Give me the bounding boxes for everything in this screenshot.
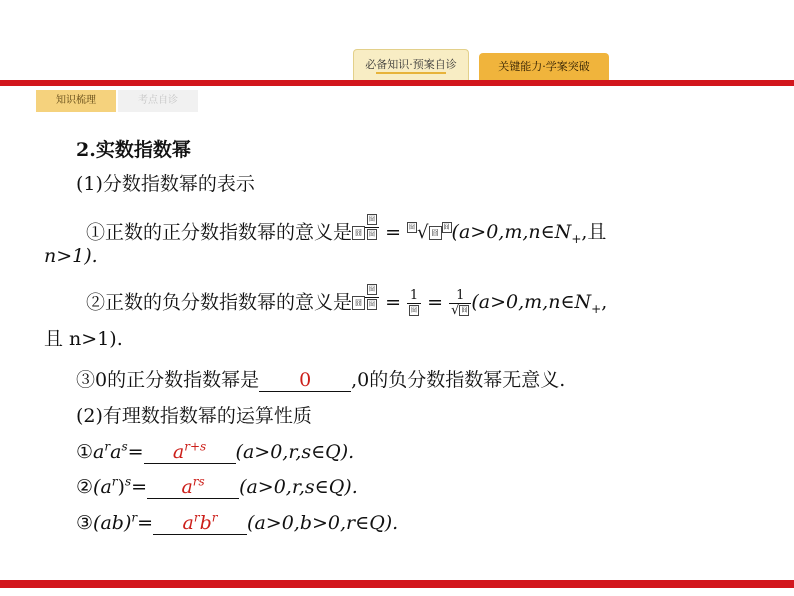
item-text: 正数的负分数指数幂的意义是 — [105, 291, 353, 314]
rule-power-of-product — [76, 510, 398, 536]
item-negative-fractional-exponent — [86, 283, 607, 318]
condition: (a>0,r,s∈Q). — [239, 476, 358, 498]
equals-sign: = — [427, 291, 444, 314]
subtab-knowledge-review[interactable] — [36, 90, 116, 112]
missing-glyph: 囧 — [369, 301, 376, 308]
exponent: s — [124, 474, 132, 489]
equals-sign: = — [131, 476, 148, 498]
continuation-text: 且 n>1). — [44, 328, 123, 350]
numerator: 1 — [409, 287, 419, 303]
missing-glyph: 囧 — [352, 226, 365, 240]
base: (ab) — [93, 512, 132, 534]
radical-icon: √ — [451, 302, 460, 318]
rule-power-of-power — [76, 474, 358, 500]
item-zero-exponent — [76, 367, 565, 393]
item-marker: ③ — [76, 369, 96, 391]
exponent: r — [131, 510, 138, 525]
formula-negative-power — [352, 286, 379, 313]
tab-preview-self-check[interactable] — [353, 49, 469, 81]
item-marker: ① — [86, 221, 106, 244]
condition: (a>0,r,s∈Q). — [235, 441, 355, 463]
base: a — [93, 441, 105, 463]
answer-base: a — [172, 441, 185, 463]
heading-title: .实数指数幂 — [89, 139, 191, 161]
missing-glyph: 囧 — [429, 226, 442, 240]
condition: (a>0,b>0,r∈Q). — [247, 512, 399, 534]
equals-sign: = — [385, 291, 401, 314]
condition — [451, 221, 607, 247]
top-red-rule — [0, 80, 794, 86]
numerator: 1 — [456, 287, 465, 303]
condition-end: , — [601, 291, 608, 314]
fraction-one-over-radical — [449, 289, 471, 318]
missing-glyph: 囧 — [443, 224, 450, 231]
tab-label: 关键能力·学案突破 — [498, 60, 590, 73]
missing-glyph: 囧 — [369, 286, 376, 293]
item-continuation — [44, 326, 123, 352]
condition — [471, 291, 608, 317]
subtab-label: 考点自诊 — [138, 95, 178, 106]
missing-glyph: 囧 — [461, 306, 468, 314]
condition-text: (a>0,m,n∈N — [471, 291, 592, 314]
item-positive-fractional-exponent — [86, 213, 606, 246]
subtab-self-test[interactable] — [118, 90, 198, 112]
missing-glyph: 囧 — [409, 224, 416, 231]
item-text: ,0的负分数指数幂无意义. — [351, 369, 566, 391]
base: (a — [93, 476, 112, 498]
answer-blank: 0 — [259, 369, 351, 392]
answer-exponent: r — [211, 510, 218, 525]
item-text: 正数的正分数指数幂的意义是 — [105, 221, 353, 244]
equals-sign: = — [127, 441, 144, 463]
condition-subscript: + — [591, 302, 602, 317]
base: a — [110, 441, 122, 463]
fraction-one-over-power — [407, 289, 421, 318]
item-marker: ① — [76, 441, 94, 463]
answer-blank — [153, 512, 247, 535]
item-marker: ③ — [76, 512, 94, 534]
missing-glyph: 囧 — [369, 231, 376, 238]
answer-base: a — [182, 512, 194, 534]
missing-glyph: 囧 — [352, 296, 365, 310]
tab-label: 必备知识·预案自诊 — [365, 58, 457, 71]
condition-end: ,且 — [581, 221, 607, 244]
heading-number: 2 — [76, 139, 90, 161]
condition-text: (a>0,m,n∈N — [451, 221, 572, 244]
answer-base: b — [199, 512, 212, 534]
exponent: s — [121, 439, 128, 454]
condition-subscript: + — [571, 232, 582, 247]
subtab-label: 知识梳理 — [56, 95, 96, 106]
answer-exponent: r+s — [184, 439, 207, 454]
item-marker: ② — [86, 291, 106, 314]
equals-sign: = — [137, 512, 154, 534]
answer-base: a — [181, 476, 193, 498]
paren: ) — [117, 476, 125, 498]
exponent: r — [111, 474, 118, 489]
equals-sign: = — [385, 221, 401, 244]
bottom-red-rule — [0, 580, 794, 588]
answer-blank — [147, 476, 239, 499]
rule-product — [76, 439, 354, 465]
formula-power — [352, 216, 379, 243]
answer-exponent: r — [193, 510, 200, 525]
exponent: r — [104, 439, 111, 454]
tab-key-abilities[interactable] — [479, 53, 609, 81]
radical-icon: √ — [417, 222, 429, 244]
subsection-1-title: (1)分数指数幂的表示 — [76, 173, 255, 195]
continuation-text: n>1). — [44, 245, 98, 267]
item-continuation — [44, 243, 98, 269]
item-text: 0的正分数指数幂是 — [95, 369, 260, 391]
answer-blank — [144, 441, 236, 464]
formula-radical — [407, 221, 451, 243]
subsection-2-title: (2)有理数指数幂的运算性质 — [76, 405, 312, 427]
missing-glyph: 囧 — [369, 216, 376, 223]
answer-exponent: rs — [192, 474, 205, 489]
section-heading — [76, 137, 191, 163]
item-marker: ② — [76, 476, 94, 498]
missing-glyph: 囧 — [411, 306, 418, 314]
